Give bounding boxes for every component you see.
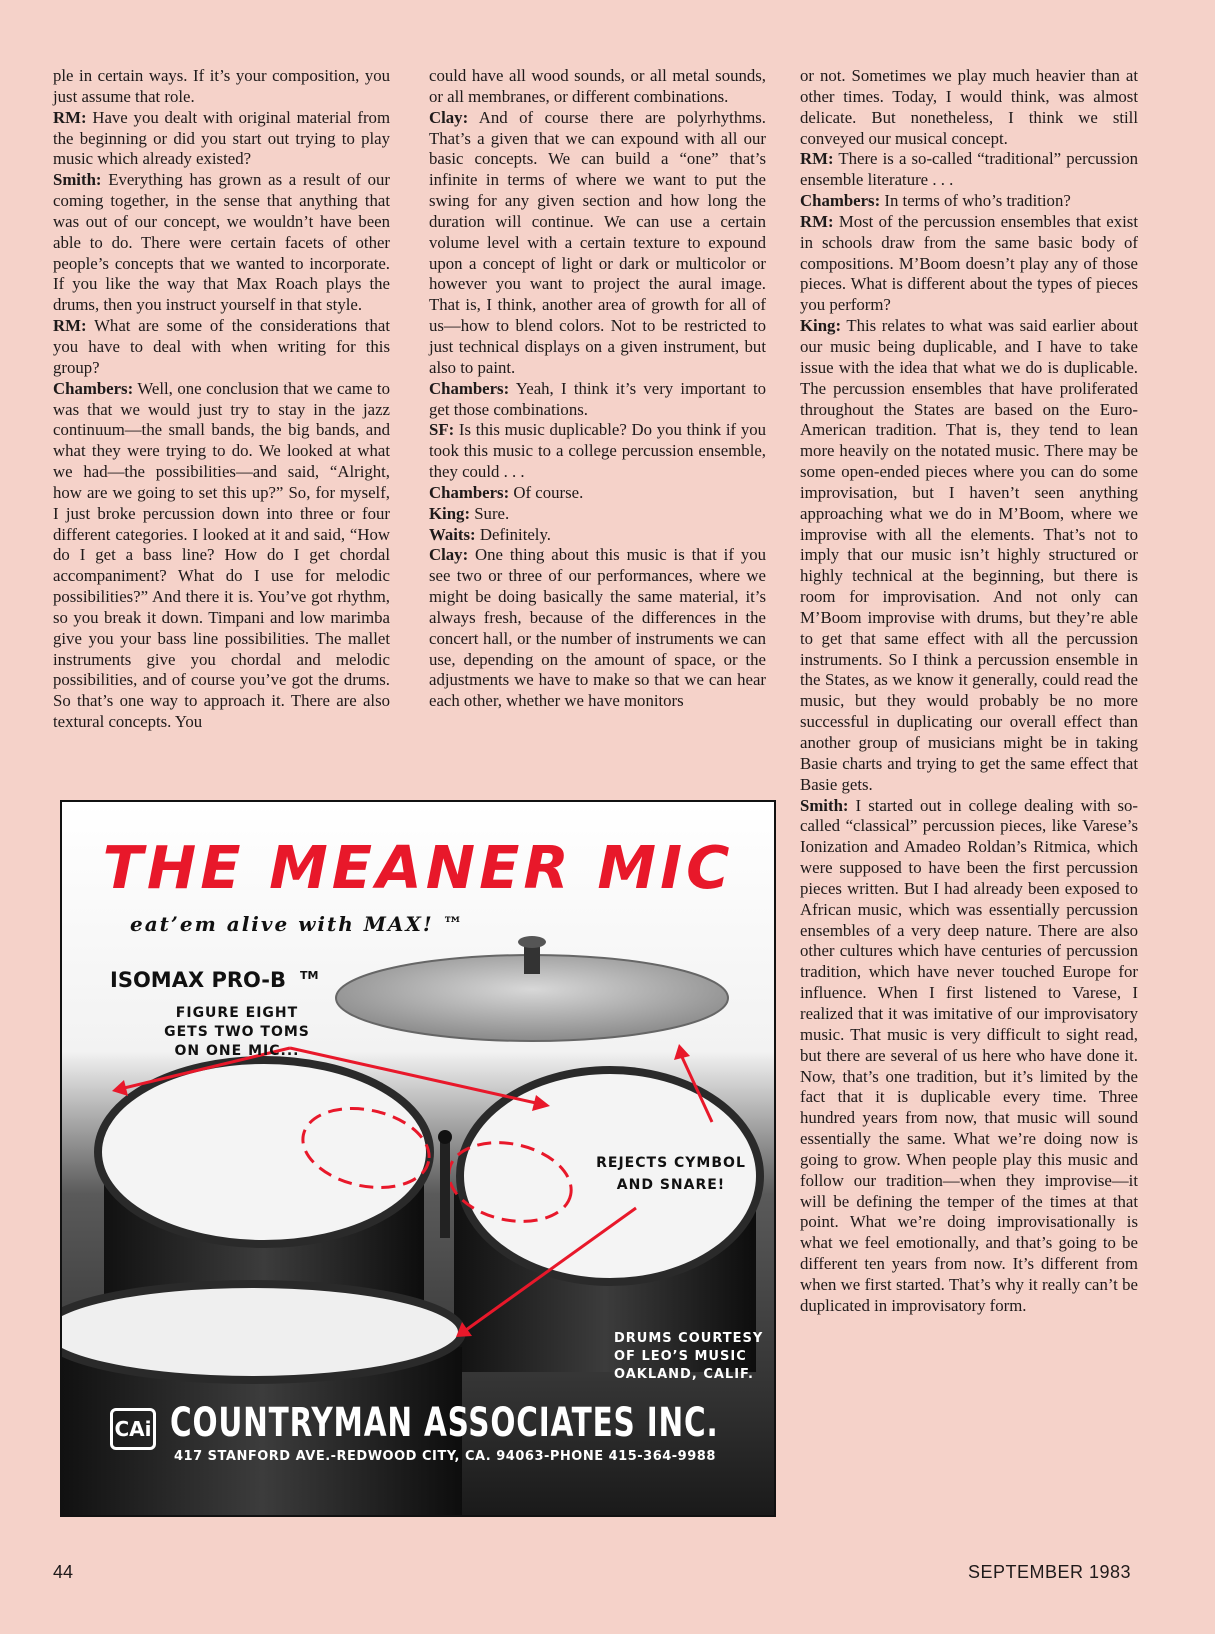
speaker-label: RM: (800, 149, 834, 169)
speaker-label: RM: (53, 316, 87, 336)
paragraph-text: What are some of the considerations that you have to deal with when writing for this group? (53, 316, 390, 377)
ad-model-label: ISOMAX PRO-B (110, 968, 286, 992)
paragraph-text: ple in certain ways. If it’s your composition, you just assume that role. (53, 66, 390, 106)
paragraph-text: Have you dealt with original material from the beginning or did you start out trying to play music which already existed? (53, 107, 390, 169)
article-paragraph (429, 108, 766, 379)
paragraph-text: Is this music duplicable? Do you think if you took this music to a college percussion ensemble, they could . . . (429, 420, 766, 482)
speaker-label: Smith: (800, 795, 849, 815)
speaker-label: Chambers: (429, 482, 510, 502)
paragraph-text: could have all wood sounds, or all metal sounds, or all membranes, or different combinations. (429, 66, 766, 106)
speaker-label: Clay: (429, 545, 469, 565)
article-paragraph (429, 420, 766, 483)
speaker-label: SF: (429, 420, 455, 440)
paragraph-text: Sure. (470, 503, 510, 523)
ad-model-trademark: TM (299, 969, 319, 982)
article-paragraph (53, 379, 390, 733)
paragraph-text: Of course. (509, 482, 584, 502)
ad-model-name (110, 968, 318, 992)
issue-date: SEPTEMBER 1983 (968, 1562, 1132, 1582)
paragraph-text: Yeah, I think it’s very important to get those combinations. (429, 378, 766, 419)
article-paragraph (429, 504, 766, 525)
paragraph-text: Definitely. (475, 524, 551, 544)
speaker-label: King: (800, 316, 842, 336)
paragraph-text: There is a so-called “traditional” percussion ensemble literature . . . (800, 149, 1138, 190)
countryman-advertisement (60, 800, 776, 1517)
article-paragraph (53, 316, 390, 379)
paragraph-text: This relates to what was said earlier about our music being duplicable, and I have to take issue with the idea that what we do is duplicable. The percussion ensembles that have proliferated throughout the States are based on the Euro-American tradition. That is, they tend to lean more heavily on the notated music. There may be some open-ended pieces where you can do some improvisation, but I haven’t seen anything approaching what we do in M’Boom, where we improvise with all the elements. That’s not to imply that our music isn’t highly structured or highly technical at the beginning, but there is room for improvisation. And not only can M’Boom improvise with drums, but they’re able to get that same effect with all the percussion instruments. So I think a percussion ensemble in the States, as we know it generally, could read the music, but they would probably be no more successful in duplicating our overall effect than another group of musicians might be in taking Basie charts and trying to get the same effect that Basie gets. (800, 316, 1138, 794)
ad-company-address: 417 STANFORD AVE.-REDWOOD CITY, CA. 94063-PHONE 415-364-9988 (174, 1449, 716, 1464)
article-paragraph (800, 191, 1138, 212)
paragraph-text: Well, one conclusion that we came to was that we would just try to stay in the jazz continuum—the small bands, the big bands, and what they were trying to do. We looked at what we had—the possibilities—and said, “Alright, how are we going to set this up?” So, for myself, I just broke percussion down into three or four different categories. I looked at it and said, “How do I get a bass line? How do I get chordal accompaniment? What do I use for melodic possibilities?” And there it is. You’ve got rhythm, so you break it down. Timpani and low marimba give you your bass line possibilities. The mallet instruments give you chordal and melodic possibilities, and of course you’ve got the drums. So that’s one way to approach it. There are also textural concepts. You (53, 378, 390, 732)
article-paragraph (429, 66, 766, 108)
speaker-label: Smith: (53, 170, 102, 190)
speaker-label: Chambers: (800, 191, 881, 211)
ad-company-name: COUNTRYMAN ASSOCIATES INC. (170, 1400, 719, 1446)
speaker-label: King: (429, 503, 471, 523)
paragraph-text: Everything has grown as a result of our coming together, in the sense that anything that was out of our concept, we wouldn’t have been able to do. There were certain facets of other people’s concepts that we wanted to incorporate. If you like the way that Max Roach plays the drums, then you instruct yourself in that style. (53, 170, 390, 315)
speaker-label: Waits: (429, 524, 476, 544)
article-paragraph (429, 483, 766, 504)
article-paragraph (800, 212, 1138, 316)
article-paragraph (800, 796, 1138, 1317)
article-paragraph (800, 316, 1138, 795)
article-paragraph (800, 66, 1138, 149)
speaker-label: Chambers: (53, 378, 134, 398)
speaker-label: RM: (800, 211, 834, 231)
article-paragraph (429, 545, 766, 712)
tom-left (98, 1060, 430, 1244)
countryman-logo: CAi (110, 1408, 156, 1450)
speaker-label: Chambers: (429, 378, 510, 398)
paragraph-text: Most of the percussion ensembles that exist in schools draw from the same basic body of compositions. M’Boom doesn’t play any of those pieces. What is different about the types of pieces you perform? (800, 211, 1138, 315)
ad-rejects-text: REJECTS CYMBOL AND SNARE! (596, 1155, 746, 1193)
article-paragraph (53, 108, 390, 171)
page-number: 44 (53, 1562, 74, 1582)
paragraph-text: In terms of who’s tradition? (880, 191, 1071, 211)
ad-drums-courtesy: DRUMS COURTESY OF LEO’S MUSIC OAKLAND, CALIF. (614, 1331, 764, 1382)
paragraph-text: I started out in college dealing with so-called “classical” percussion pieces, like Varese’s Ionization and Amadeo Roldan’s Ritmica, which were supposed to have been the first percussion pieces written. But I had already been exposed to African music, which was essentially percussion ensembles of a very deep nature. There are also other cultures which have centuries of percussion tradition, which have never touched Europe for influence. When I first listened to Varese, I realized that it was imitative of our improvisatory music. That music is very difficult to sight read, but there are several of us here who have done it. Now, that’s one tradition, but it’s limited by the fact that it is duplicable every time. Three hundred years from now, that music will sound essentially the same. What we’re doing now is going to grow. When people play this music and follow our tradition—when they improvise—it will be defining the temper of the times at that point. What we’re doing improvisationally is what we feel emotionally, and that’s going to be different ten years from now. It’s different from when we first started. That’s why it really can’t be duplicated in improvisatory form. (800, 795, 1138, 1315)
snare-drum (62, 1284, 462, 1380)
paragraph-text: And of course there are polyrhythms. That’s a given that we can expound with all our basic concepts. We can build a “one” that’s infinite in terms of where we want to put the swing for any given section and how long the duration will continue. We can use a certain volume level with a certain texture to expound upon a concept of light or dark or multicolor or however you want to project the aural image. That is, I think, another area of growth for all of us—how to blend colors. Not to be restricted to just technical displays on a given instrument, but also to paint. (429, 107, 766, 377)
article-paragraph (429, 379, 766, 421)
article-paragraph (53, 66, 390, 108)
paragraph-text: or not. Sometimes we play much heavier than at other times. Today, I would think, was almost delicate. But nonetheless, I think we still conveyed our musical concept. (800, 66, 1138, 148)
paragraph-text: One thing about this music is that if you see two or three of our performances, where we might be doing basically the same material, it’s always fresh, because of the differences in the concert hall, or the number of instruments we can use, depending on the amount of space, or the adjustments we have to make so that we can hear each other, whether we have monitors (429, 545, 766, 711)
ad-feature-text: FIGURE EIGHT GETS TWO TOMS ON ONE MIC... (164, 1005, 310, 1059)
article-paragraph (800, 149, 1138, 191)
ad-headline: THE MEANER MIC (102, 833, 734, 902)
article-paragraph (429, 525, 766, 546)
ad-tagline: eat’em alive with MAX! ™ (130, 912, 465, 936)
article-column-1 (53, 66, 390, 733)
article-paragraph (53, 170, 390, 316)
article-column-3 (800, 66, 1138, 1317)
speaker-label: Clay: (429, 107, 469, 127)
article-column-2 (429, 66, 766, 712)
speaker-label: RM: (53, 107, 87, 127)
